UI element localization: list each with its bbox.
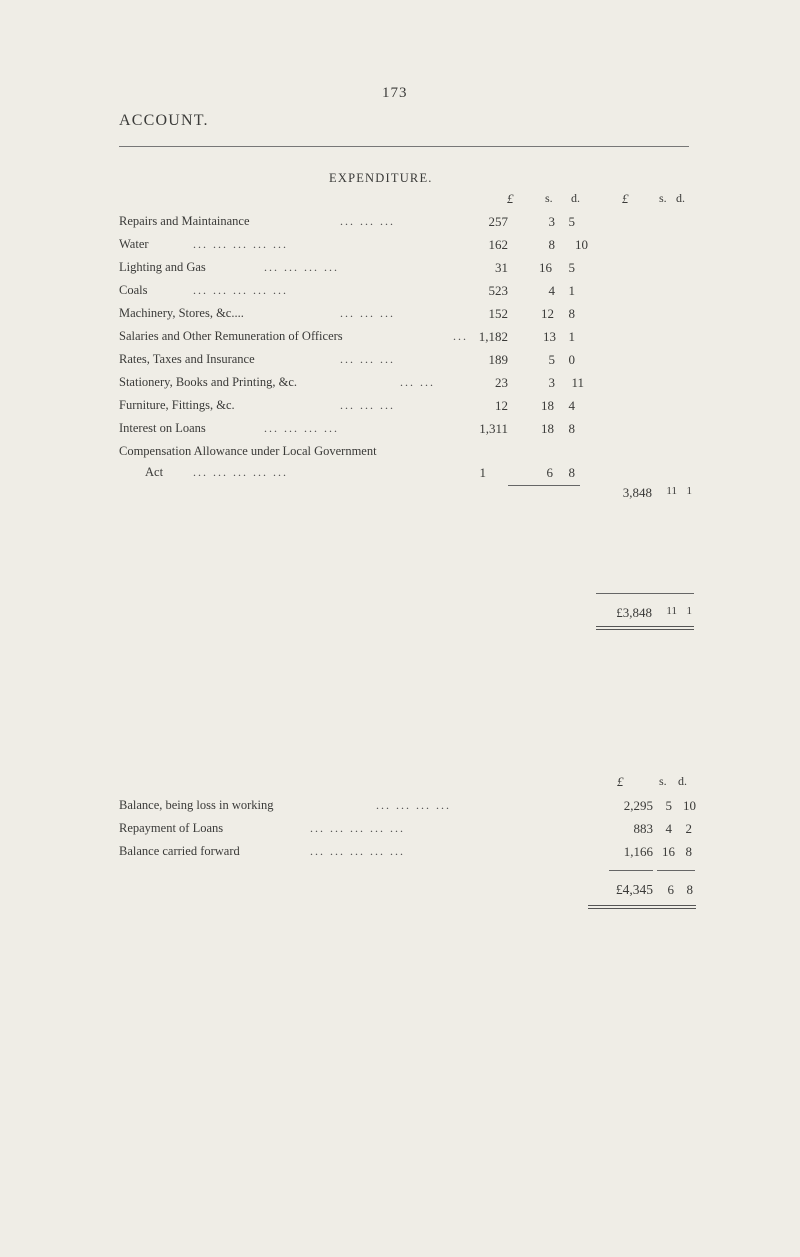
expense-shillings: 4 [548,283,555,298]
expense-pounds: 189 [488,352,508,367]
balance-total-rule-left [609,870,653,871]
leader-dots: ... ... ... ... ... [193,465,288,479]
balance-total-pence: 8 [686,882,693,897]
leader-dots: ... ... ... [340,214,395,228]
top-rule [119,146,689,147]
expense-shillings: 3 [548,375,555,390]
expense-pounds: 31 [495,260,508,275]
expense-pounds: 23 [495,375,508,390]
balance-total-pounds: £4,345 [615,882,653,897]
expense-shillings: 5 [548,352,555,367]
col-header-shillings-2: s. [659,191,667,205]
balance-pence: 2 [685,821,692,836]
expense-pounds: 1,311 [479,421,508,436]
expense-pence: 11 [571,375,584,390]
balance-shillings: 4 [665,821,672,836]
expense-shillings: 18 [541,398,554,413]
expenditure-total-pence: 1 [686,605,692,617]
expense-shillings: 8 [548,237,555,252]
expense-pence: 8 [568,306,575,321]
balance-col-header-pounds: £ [617,774,624,789]
subtotal-rule [508,485,580,486]
expenditure-total-shillings: 11 [666,605,677,617]
expense-shillings: 12 [541,306,554,321]
page-number: 173 [382,85,408,101]
balance-label: Balance, being loss in working [119,798,274,812]
expense-pounds: 1 [479,465,486,480]
balance-pence: 10 [683,798,696,813]
account-heading: ACCOUNT. [119,112,209,129]
expenditure-heading: EXPENDITURE. [329,171,433,185]
leader-dots: ... ... ... ... [376,798,451,812]
expense-label: Water [119,237,149,251]
expense-pence: 10 [575,237,588,252]
expense-pence: 5 [568,260,575,275]
balance-label: Balance carried forward [119,844,240,858]
expense-label: Furniture, Fittings, &c. [119,398,235,412]
expense-label: Machinery, Stores, &c.... [119,306,244,320]
expense-label: Lighting and Gas [119,260,206,274]
expense-pence: 1 [568,283,575,298]
expense-shillings: 18 [541,421,554,436]
expense-pence: 0 [568,352,575,367]
leader-dots: ... ... [400,375,435,389]
expense-shillings: 6 [546,465,553,480]
expenditure-total-pounds: £3,848 [616,605,652,620]
leader-dots: ... ... ... ... [264,260,339,274]
col-header-shillings: s. [545,191,553,205]
leader-dots: ... ... ... ... ... [193,283,288,297]
expense-pounds: 257 [488,214,508,229]
leader-dots: ... ... ... ... ... [310,844,405,858]
balance-shillings: 16 [662,844,675,859]
expense-pence: 4 [568,398,575,413]
col-header-pounds-2: £ [622,191,629,206]
balance-total-rule-right [657,870,695,871]
balance-total-shillings: 6 [667,882,674,897]
subtotal-pence: 1 [686,485,692,497]
expense-shillings: 13 [543,329,556,344]
expense-label: Interest on Loans [119,421,206,435]
leader-dots: ... ... ... [340,398,395,412]
leader-dots: ... ... ... [340,352,395,366]
expense-label-compensation: Compensation Allowance under Local Government [119,444,377,458]
expense-pence: 8 [568,465,575,480]
balance-pounds: 1,166 [623,844,653,859]
balance-pence: 8 [685,844,692,859]
expense-label: Stationery, Books and Printing, &c. [119,375,297,389]
expense-label-compensation-cont: Act [145,465,164,479]
expense-pounds: 162 [488,237,508,252]
balance-col-header-pence: d. [678,774,687,788]
expense-pounds: 523 [488,283,508,298]
expense-label: Rates, Taxes and Insurance [119,352,255,366]
expense-label: Salaries and Other Remuneration of Officers [119,329,343,343]
total-rule [596,593,694,594]
expense-pounds: 12 [495,398,508,413]
balance-total-double-rule [588,905,696,909]
subtotal-shillings: 11 [666,485,677,497]
leader-dots: ... ... ... ... ... [310,821,405,835]
balance-pounds: 2,295 [623,798,653,813]
balance-label: Repayment of Loans [119,821,224,835]
expense-pence: 8 [568,421,575,436]
balance-shillings: 5 [665,798,672,813]
leader-dots: ... ... ... ... ... [193,237,288,251]
col-header-pounds: £ [507,191,514,206]
expense-pence: 1 [568,329,575,344]
leader-dots: ... [453,329,468,343]
balance-col-header-shillings: s. [659,774,667,788]
expense-shillings: 16 [539,260,552,275]
leader-dots: ... ... ... [340,306,395,320]
expense-pounds: 1,182 [478,329,508,344]
total-double-rule [596,626,694,630]
col-header-pence: d. [571,191,580,205]
expense-pence: 5 [568,214,575,229]
subtotal-pounds: 3,848 [622,485,652,500]
expense-label: Coals [119,283,148,297]
col-header-pence-2: d. [676,191,685,205]
leader-dots: ... ... ... ... [264,421,339,435]
expense-label: Repairs and Maintainance [119,214,250,228]
expense-pounds: 152 [488,306,508,321]
balance-pounds: 883 [633,821,653,836]
expense-shillings: 3 [548,214,555,229]
